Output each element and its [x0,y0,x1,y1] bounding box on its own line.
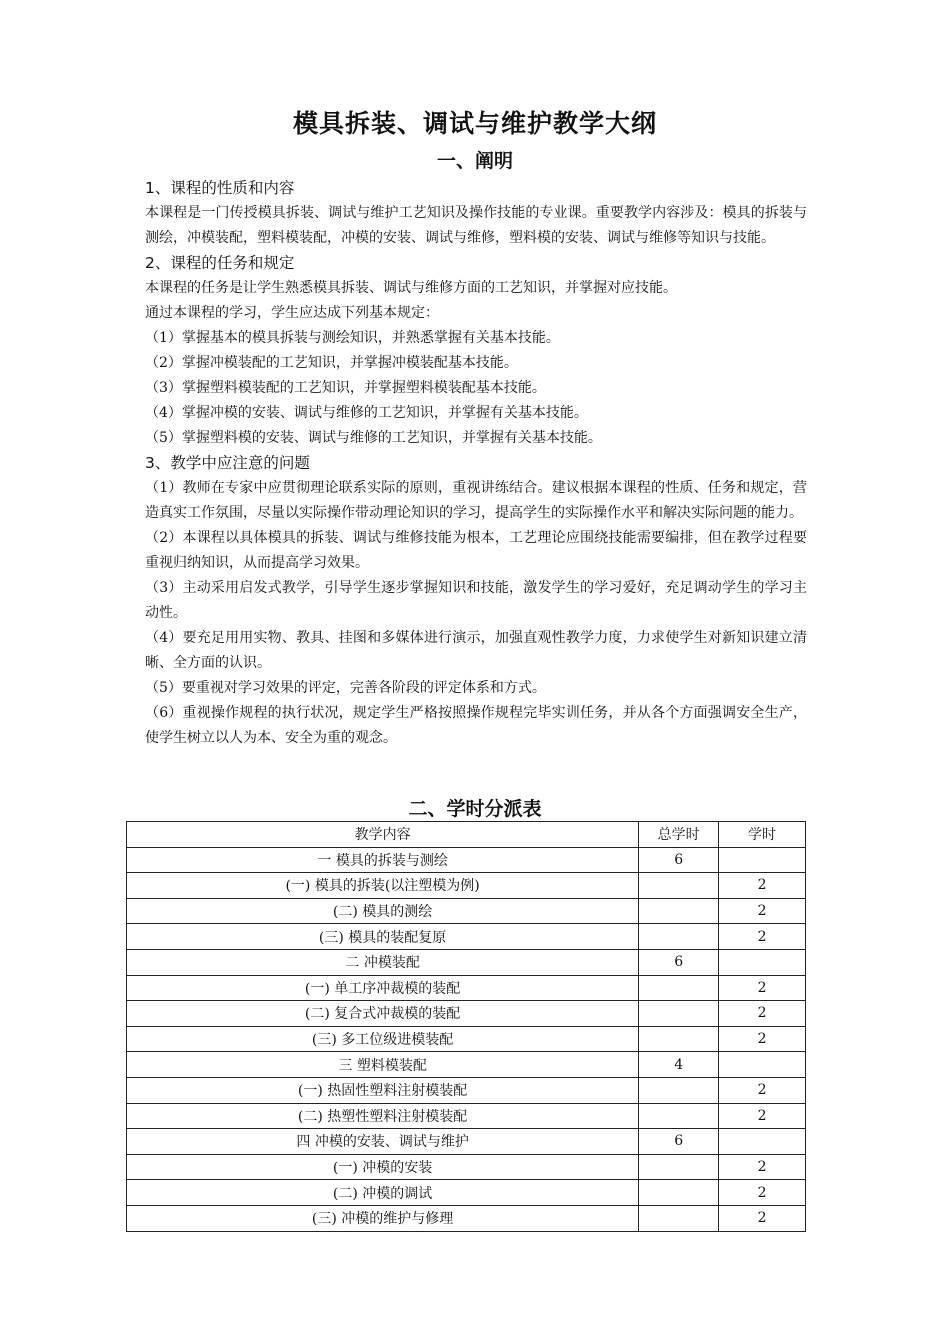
paragraph-nature: 本课程是一门传授模具拆装、调试与维护工艺知识及操作技能的专业课。重要教学内容涉及：模具的拆装与测绘，冲模装配，塑料模装配，冲模的安装、调试与维修，塑料模的安装、调试与维修等知识与技能。 [145,205,807,246]
cell-content: 二 冲模装配 [127,949,639,975]
cell-total-hours [639,1180,719,1206]
cell-total-hours [639,898,719,924]
cell-total-hours [639,1103,719,1129]
cell-total-hours [639,873,719,899]
paragraph-requirements-intro: 通过本课程的学习，学生应达成下列基本规定： [145,305,439,321]
cell-hours: 2 [719,1205,806,1231]
cell-hours: 2 [719,1103,806,1129]
section-heading-explanation: 一、阐明 [436,150,513,172]
teaching-note-item: （2）本课程以具体模具的拆装、调试与维修技能为根本，工艺理论应围绕技能需要编排，但在教学过程要重视归纳知识，从而提高学习效果。 [145,530,807,571]
cell-hours [719,1052,806,1078]
cell-total-hours: 4 [639,1052,719,1078]
section-explanation-body [145,176,807,751]
teaching-note-item: （3）主动采用启发式教学，引导学生逐步掌握知识和技能，激发学生的学习爱好，充足调动学生的学习主动性。 [145,580,807,621]
cell-content: (二) 复合式冲裁模的装配 [127,1001,639,1027]
cell-content: (二) 模具的测绘 [127,898,639,924]
cell-hours: 2 [719,1001,806,1027]
paragraph-tasks: 本课程的任务是让学生熟悉模具拆装、调试与维修方面的工艺知识，并掌握对应技能。 [145,280,677,296]
table-row [127,1180,806,1206]
hours-allocation-table [126,821,806,1232]
subsection-heading-tasks: 2、课程的任务和规定 [145,254,295,272]
cell-content: (一) 单工序冲裁模的装配 [127,975,639,1001]
requirement-item: （1）掌握基本的模具拆装与测绘知识，并熟悉掌握有关基本技能。 [145,330,560,346]
requirement-item: （5）掌握塑料模的安装、调试与维修的工艺知识，并掌握有关基本技能。 [145,430,602,446]
column-header-total-hours: 总学时 [639,822,719,848]
document-title: 模具拆装、调试与维护教学大纲 [292,109,657,138]
cell-content: (一) 模具的拆装(以注塑模为例) [127,873,639,899]
table-row [127,1129,806,1155]
requirement-item: （3）掌握塑料模装配的工艺知识，并掌握塑料模装配基本技能。 [145,380,546,396]
subsection-heading-nature: 1、课程的性质和内容 [145,179,295,197]
table-header-row [127,822,806,848]
cell-content: (三) 多工位级进模装配 [127,1026,639,1052]
table-row [127,1154,806,1180]
section-heading-hours: 二、学时分派表 [408,798,542,820]
table-row [127,1026,806,1052]
cell-content: (三) 模具的装配复原 [127,924,639,950]
cell-hours: 2 [719,898,806,924]
column-header-content: 教学内容 [127,822,639,848]
cell-total-hours [639,1154,719,1180]
cell-content: (一) 热固性塑料注射模装配 [127,1077,639,1103]
requirement-item: （4）掌握冲模的安装、调试与维修的工艺知识，并掌握有关基本技能。 [145,405,588,421]
cell-total-hours [639,924,719,950]
table-row [127,1052,806,1078]
cell-total-hours [639,1026,719,1052]
cell-hours [719,847,806,873]
cell-hours: 2 [719,873,806,899]
column-header-hours: 学时 [719,822,806,848]
cell-hours: 2 [719,975,806,1001]
cell-content: 四 冲模的安装、调试与维护 [127,1129,639,1155]
cell-hours: 2 [719,1154,806,1180]
cell-total-hours [639,1205,719,1231]
cell-total-hours [639,975,719,1001]
table-row [127,1001,806,1027]
cell-content: (二) 冲模的调试 [127,1180,639,1206]
table-row [127,847,806,873]
table-row [127,975,806,1001]
cell-total-hours: 6 [639,1129,719,1155]
table-row [127,1205,806,1231]
cell-content: (一) 冲模的安装 [127,1154,639,1180]
cell-total-hours [639,1077,719,1103]
table-row [127,1103,806,1129]
cell-content: 一 模具的拆装与测绘 [127,847,639,873]
table-row [127,873,806,899]
teaching-note-item: （5）要重视对学习效果的评定，完善各阶段的评定体系和方式。 [145,680,546,696]
cell-total-hours: 6 [639,949,719,975]
teaching-note-item: （4）要充足用用实物、教具、挂图和多媒体进行演示，加强直观性教学力度，力求使学生对新知识建立清晰、全方面的认识。 [145,630,807,671]
cell-hours [719,1129,806,1155]
requirement-item: （2）掌握冲模装配的工艺知识，并掌握冲模装配基本技能。 [145,355,518,371]
subsection-heading-teaching-notes: 3、教学中应注意的问题 [145,454,310,472]
cell-hours: 2 [719,1026,806,1052]
cell-total-hours: 6 [639,847,719,873]
cell-content: 三 塑料模装配 [127,1052,639,1078]
cell-hours [719,949,806,975]
table-row [127,949,806,975]
cell-hours: 2 [719,924,806,950]
cell-hours: 2 [719,1180,806,1206]
table-row [127,898,806,924]
cell-total-hours [639,1001,719,1027]
teaching-note-item: （6）重视操作规程的执行状况，规定学生严格按照操作规程完毕实训任务，并从各个方面强调安全生产，使学生树立以人为本、安全为重的观念。 [145,705,807,746]
table-row [127,924,806,950]
cell-content: (三) 冲模的维护与修理 [127,1205,639,1231]
teaching-note-item: （1）教师在专家中应贯彻理论联系实际的原则，重视讲练结合。建议根据本课程的性质、任务和规定，营造真实工作氛围，尽量以实际操作带动理论知识的学习，提高学生的实际操作水平和解决实际问题的能力。 [145,480,807,521]
cell-content: (二) 热塑性塑料注射模装配 [127,1103,639,1129]
cell-hours: 2 [719,1077,806,1103]
table-row [127,1077,806,1103]
